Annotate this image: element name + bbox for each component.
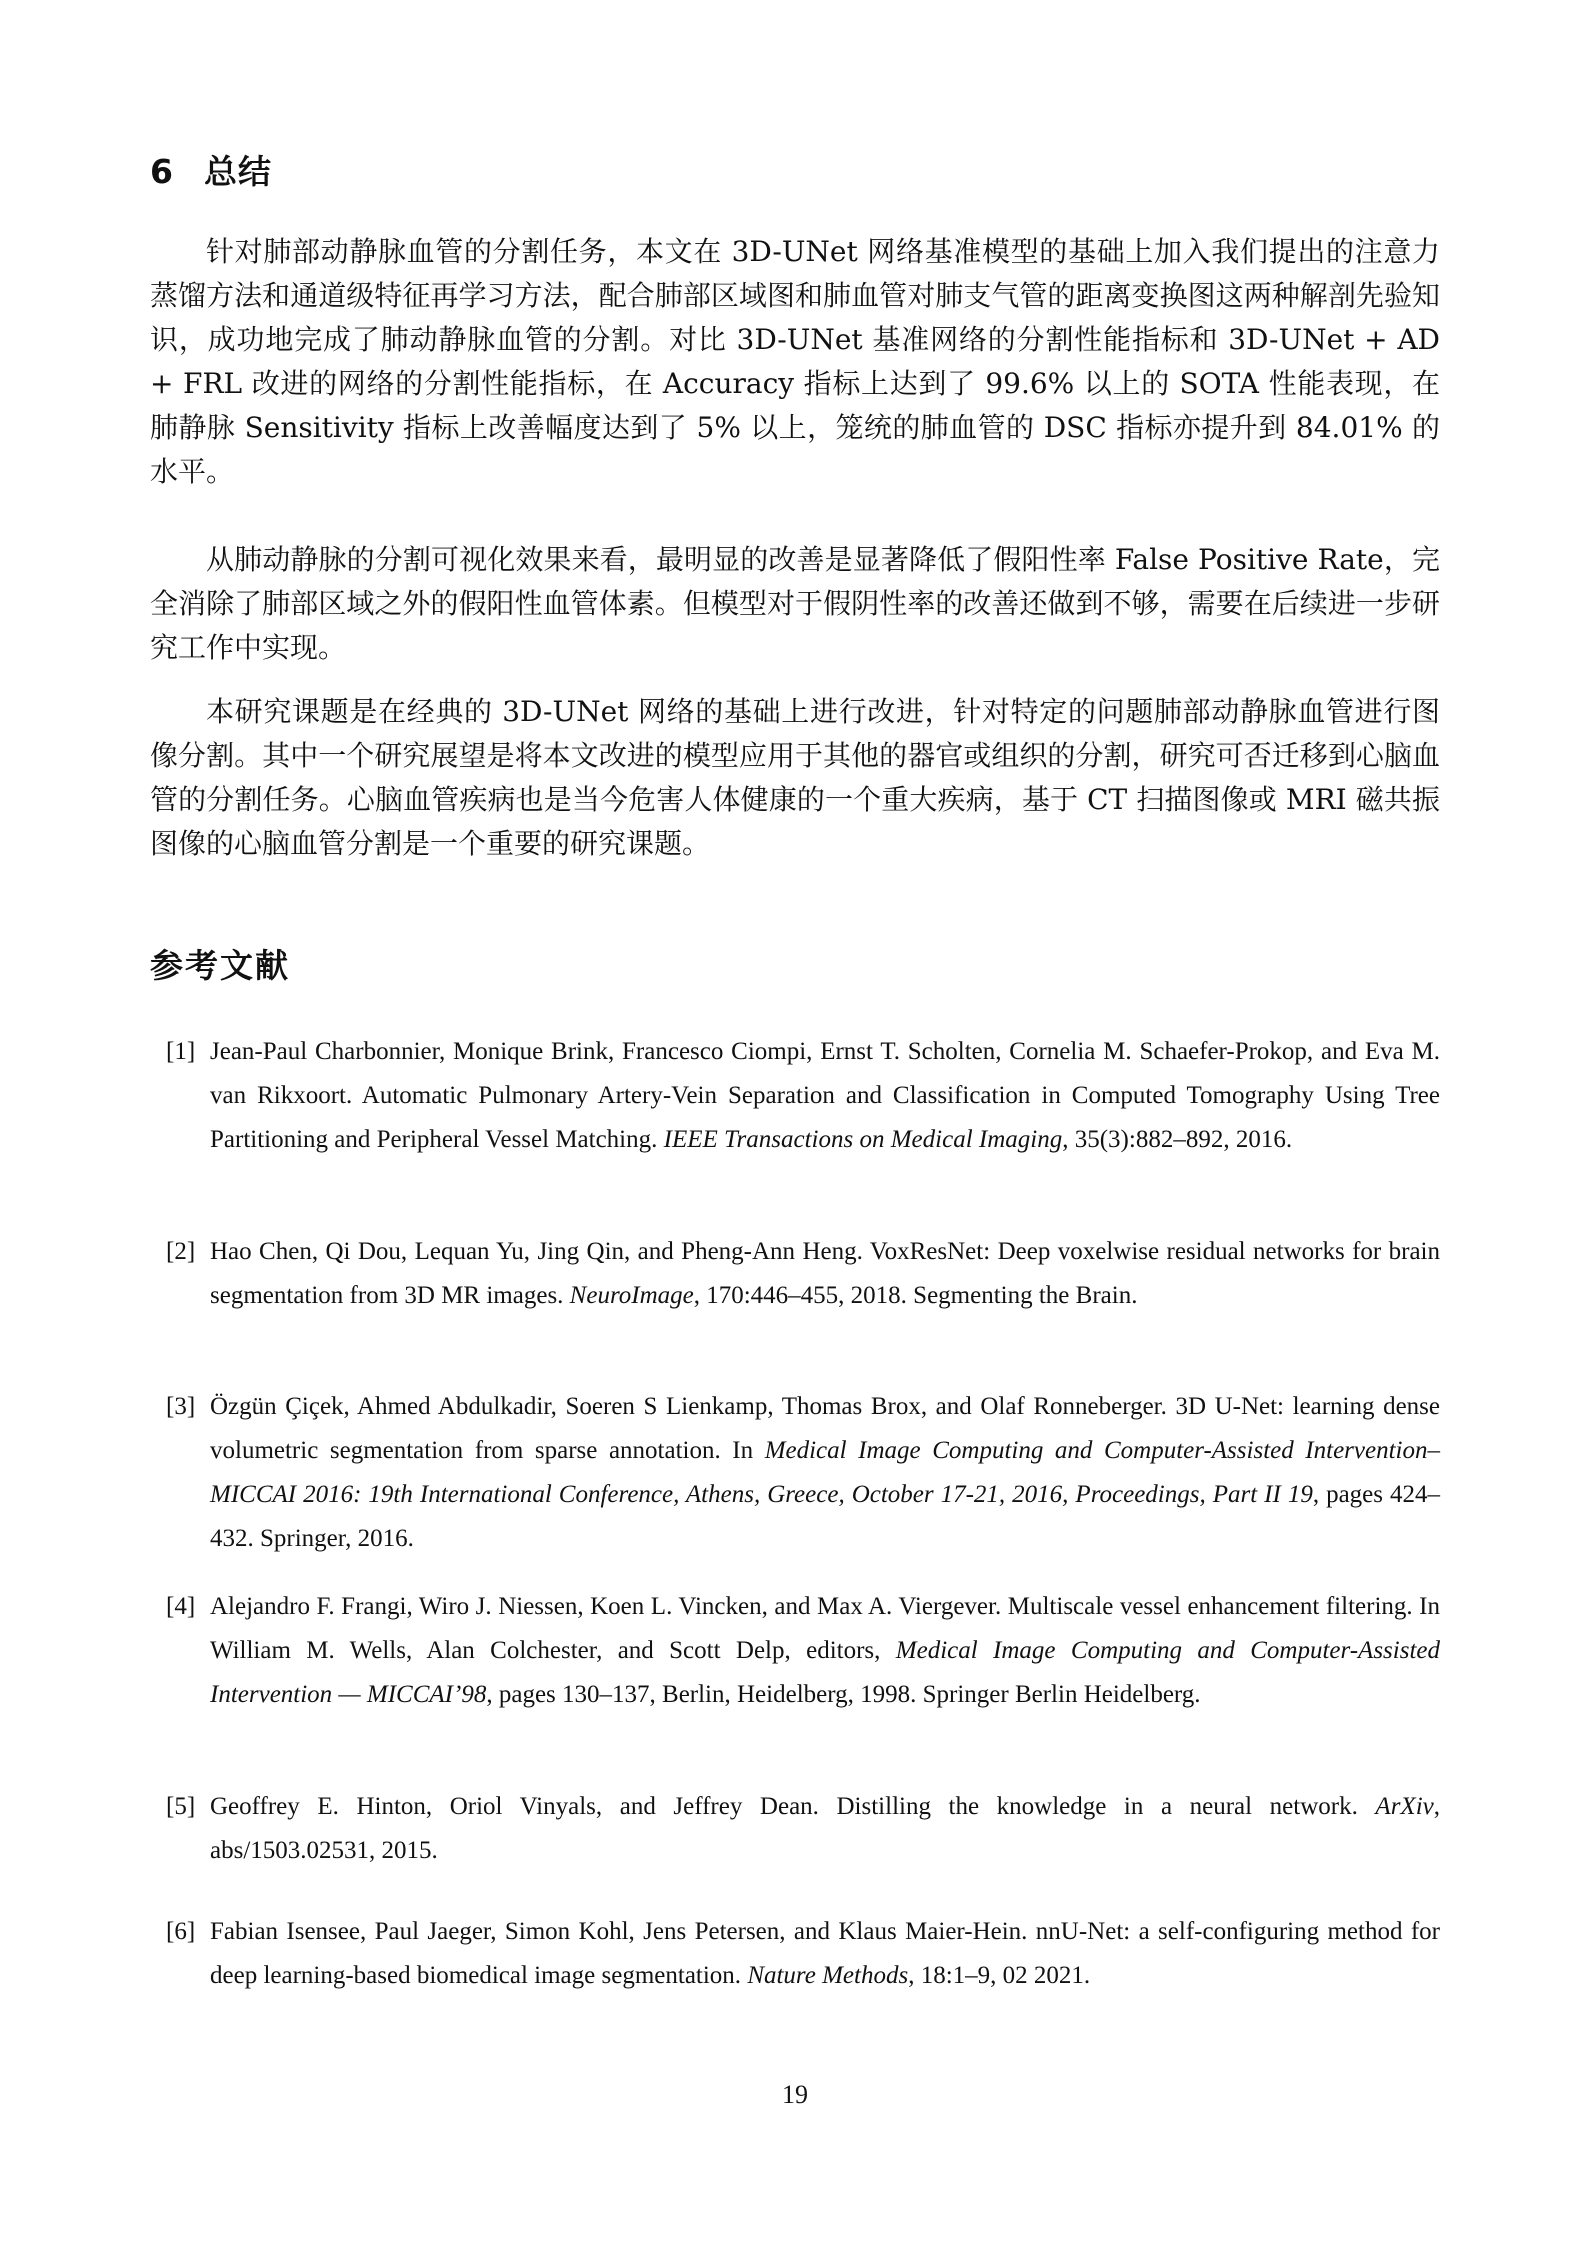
reference-body [210, 1385, 1440, 1561]
paragraph-3: 本研究课题是在经典的 3D-UNet 网络的基础上进行改进，针对特定的问题肺部动静脉血管进行图像分割。其中一个研究展望是将本文改进的模型应用于其他的器官或组织的分割，研究可否迁移到心脑血管的分割任务。心脑血管疾病也是当今危害人体健康的一个重大疾病，基于 CT 扫描图像或 MRI 磁共振图像的心脑血管分割是一个重要的研究课题。 [150, 695, 1440, 860]
reference-details: , 170:446–455, 2018. Segmenting the Brain. [693, 1282, 1138, 1309]
reference-body [210, 1585, 1440, 1717]
reference-venue: Nature Methods [747, 1962, 909, 1989]
page-number: 19 [782, 2080, 808, 2109]
reference-label: [3] [166, 1393, 196, 1420]
reference-label: [2] [166, 1238, 196, 1265]
section-heading [150, 146, 272, 193]
reference-body [210, 1030, 1440, 1162]
reference-label: [1] [166, 1038, 196, 1065]
reference-body [210, 1230, 1440, 1318]
reference-label: [5] [166, 1793, 196, 1820]
reference-details: , pages 424–432. Springer, 2016. [210, 1481, 1440, 1552]
reference-authors-title: Alejandro F. Frangi, Wiro J. Niessen, Koen L. Vincken, and Max A. Viergever. Multiscale vessel enhancement filtering. In William M. Wells, Alan Colchester, and Scott Delp, editors, [210, 1593, 1440, 1664]
reference-authors-title: Fabian Isensee, Paul Jaeger, Simon Kohl, Jens Petersen, and Klaus Maier-Hein. nnU-Net: a self-configuring method for deep learning-based biomedical image segmentation. [210, 1918, 1440, 1989]
reference-venue: Medical Image Computing and Computer-Assisted Intervention–MICCAI 2016: 19th International Conference, Athens, Greece, October 17-21, 2016, Proceedings, Part II 19 [210, 1437, 1440, 1508]
reference-details: , abs/1503.02531, 2015. [210, 1793, 1440, 1864]
reference-body [210, 1910, 1440, 1998]
reference-venue: IEEE Transactions on Medical Imaging [663, 1126, 1063, 1153]
reference-authors-title: Jean-Paul Charbonnier, Monique Brink, Francesco Ciompi, Ernst T. Scholten, Cornelia M. Schaefer-Prokop, and Eva M. van Rikxoort. Automatic Pulmonary Artery-Vein Separation and Classification in Computed Tomography Using Tree Partitioning and Peripheral Vessel Matching. [210, 1038, 1440, 1153]
reference-venue: Medical Image Computing and Computer-Assisted Intervention — MICCAI’98 [210, 1637, 1441, 1708]
paper-page [150, 0, 1440, 2245]
reference-label: [6] [166, 1918, 196, 1945]
reference-authors-title: Özgün Çiçek, Ahmed Abdulkadir, Soeren S Lienkamp, Thomas Brox, and Olaf Ronneberger. 3D U-Net: learning dense volumetric segmentation from sparse annotation. In [210, 1393, 1440, 1464]
reference-body [210, 1785, 1440, 1873]
reference-item [150, 1385, 1440, 1561]
reference-venue: NeuroImage [569, 1282, 694, 1309]
paragraph-2: 从肺动静脉的分割可视化效果来看，最明显的改善是显著降低了假阳性率 False Positive Rate，完全消除了肺部区域之外的假阳性血管体素。但模型对于假阴性率的改善还做到不够，需要在后续进一步研究工作中实现。 [150, 543, 1440, 664]
paragraph-1: 针对肺部动静脉血管的分割任务，本文在 3D-UNet 网络基准模型的基础上加入我们提出的注意力蒸馏方法和通道级特征再学习方法，配合肺部区域图和肺血管对肺支气管的距离变换图这两种解剖先验知识，成功地完成了肺动静脉血管的分割。对比 3D-UNet 基准网络的分割性能指标和 3D-UNet + AD + FRL 改进的网络的分割性能指标，在 Accuracy 指标上达到了 99.6% 以上的 SOTA 性能表现，在肺静脉 Sensitivity 指标上改善幅度达到了 5% 以上，笼统的肺血管的 DSC 指标亦提升到 84.01% 的水平。 [150, 235, 1440, 488]
reference-item [150, 1030, 1440, 1162]
reference-item [150, 1910, 1440, 1998]
section-number: 6 [150, 152, 174, 191]
reference-item [150, 1230, 1440, 1318]
reference-venue: ArXiv [1375, 1793, 1434, 1820]
references-heading: 参考文献 [150, 946, 290, 985]
reference-item [150, 1785, 1440, 1873]
section-title: 总结 [204, 152, 272, 191]
reference-authors-title: Hao Chen, Qi Dou, Lequan Yu, Jing Qin, and Pheng-Ann Heng. VoxResNet: Deep voxelwise residual networks for brain segmentation from 3D MR images. [210, 1238, 1440, 1309]
reference-details: , 35(3):882–892, 2016. [1062, 1126, 1293, 1153]
reference-item [150, 1585, 1440, 1717]
reference-details: , 18:1–9, 02 2021. [908, 1962, 1091, 1989]
reference-details: , pages 130–137, Berlin, Heidelberg, 1998. Springer Berlin Heidelberg. [486, 1681, 1201, 1708]
reference-label: [4] [166, 1593, 196, 1620]
reference-authors-title: Geoffrey E. Hinton, Oriol Vinyals, and Jeffrey Dean. Distilling the knowledge in a neural network. [210, 1793, 1376, 1820]
